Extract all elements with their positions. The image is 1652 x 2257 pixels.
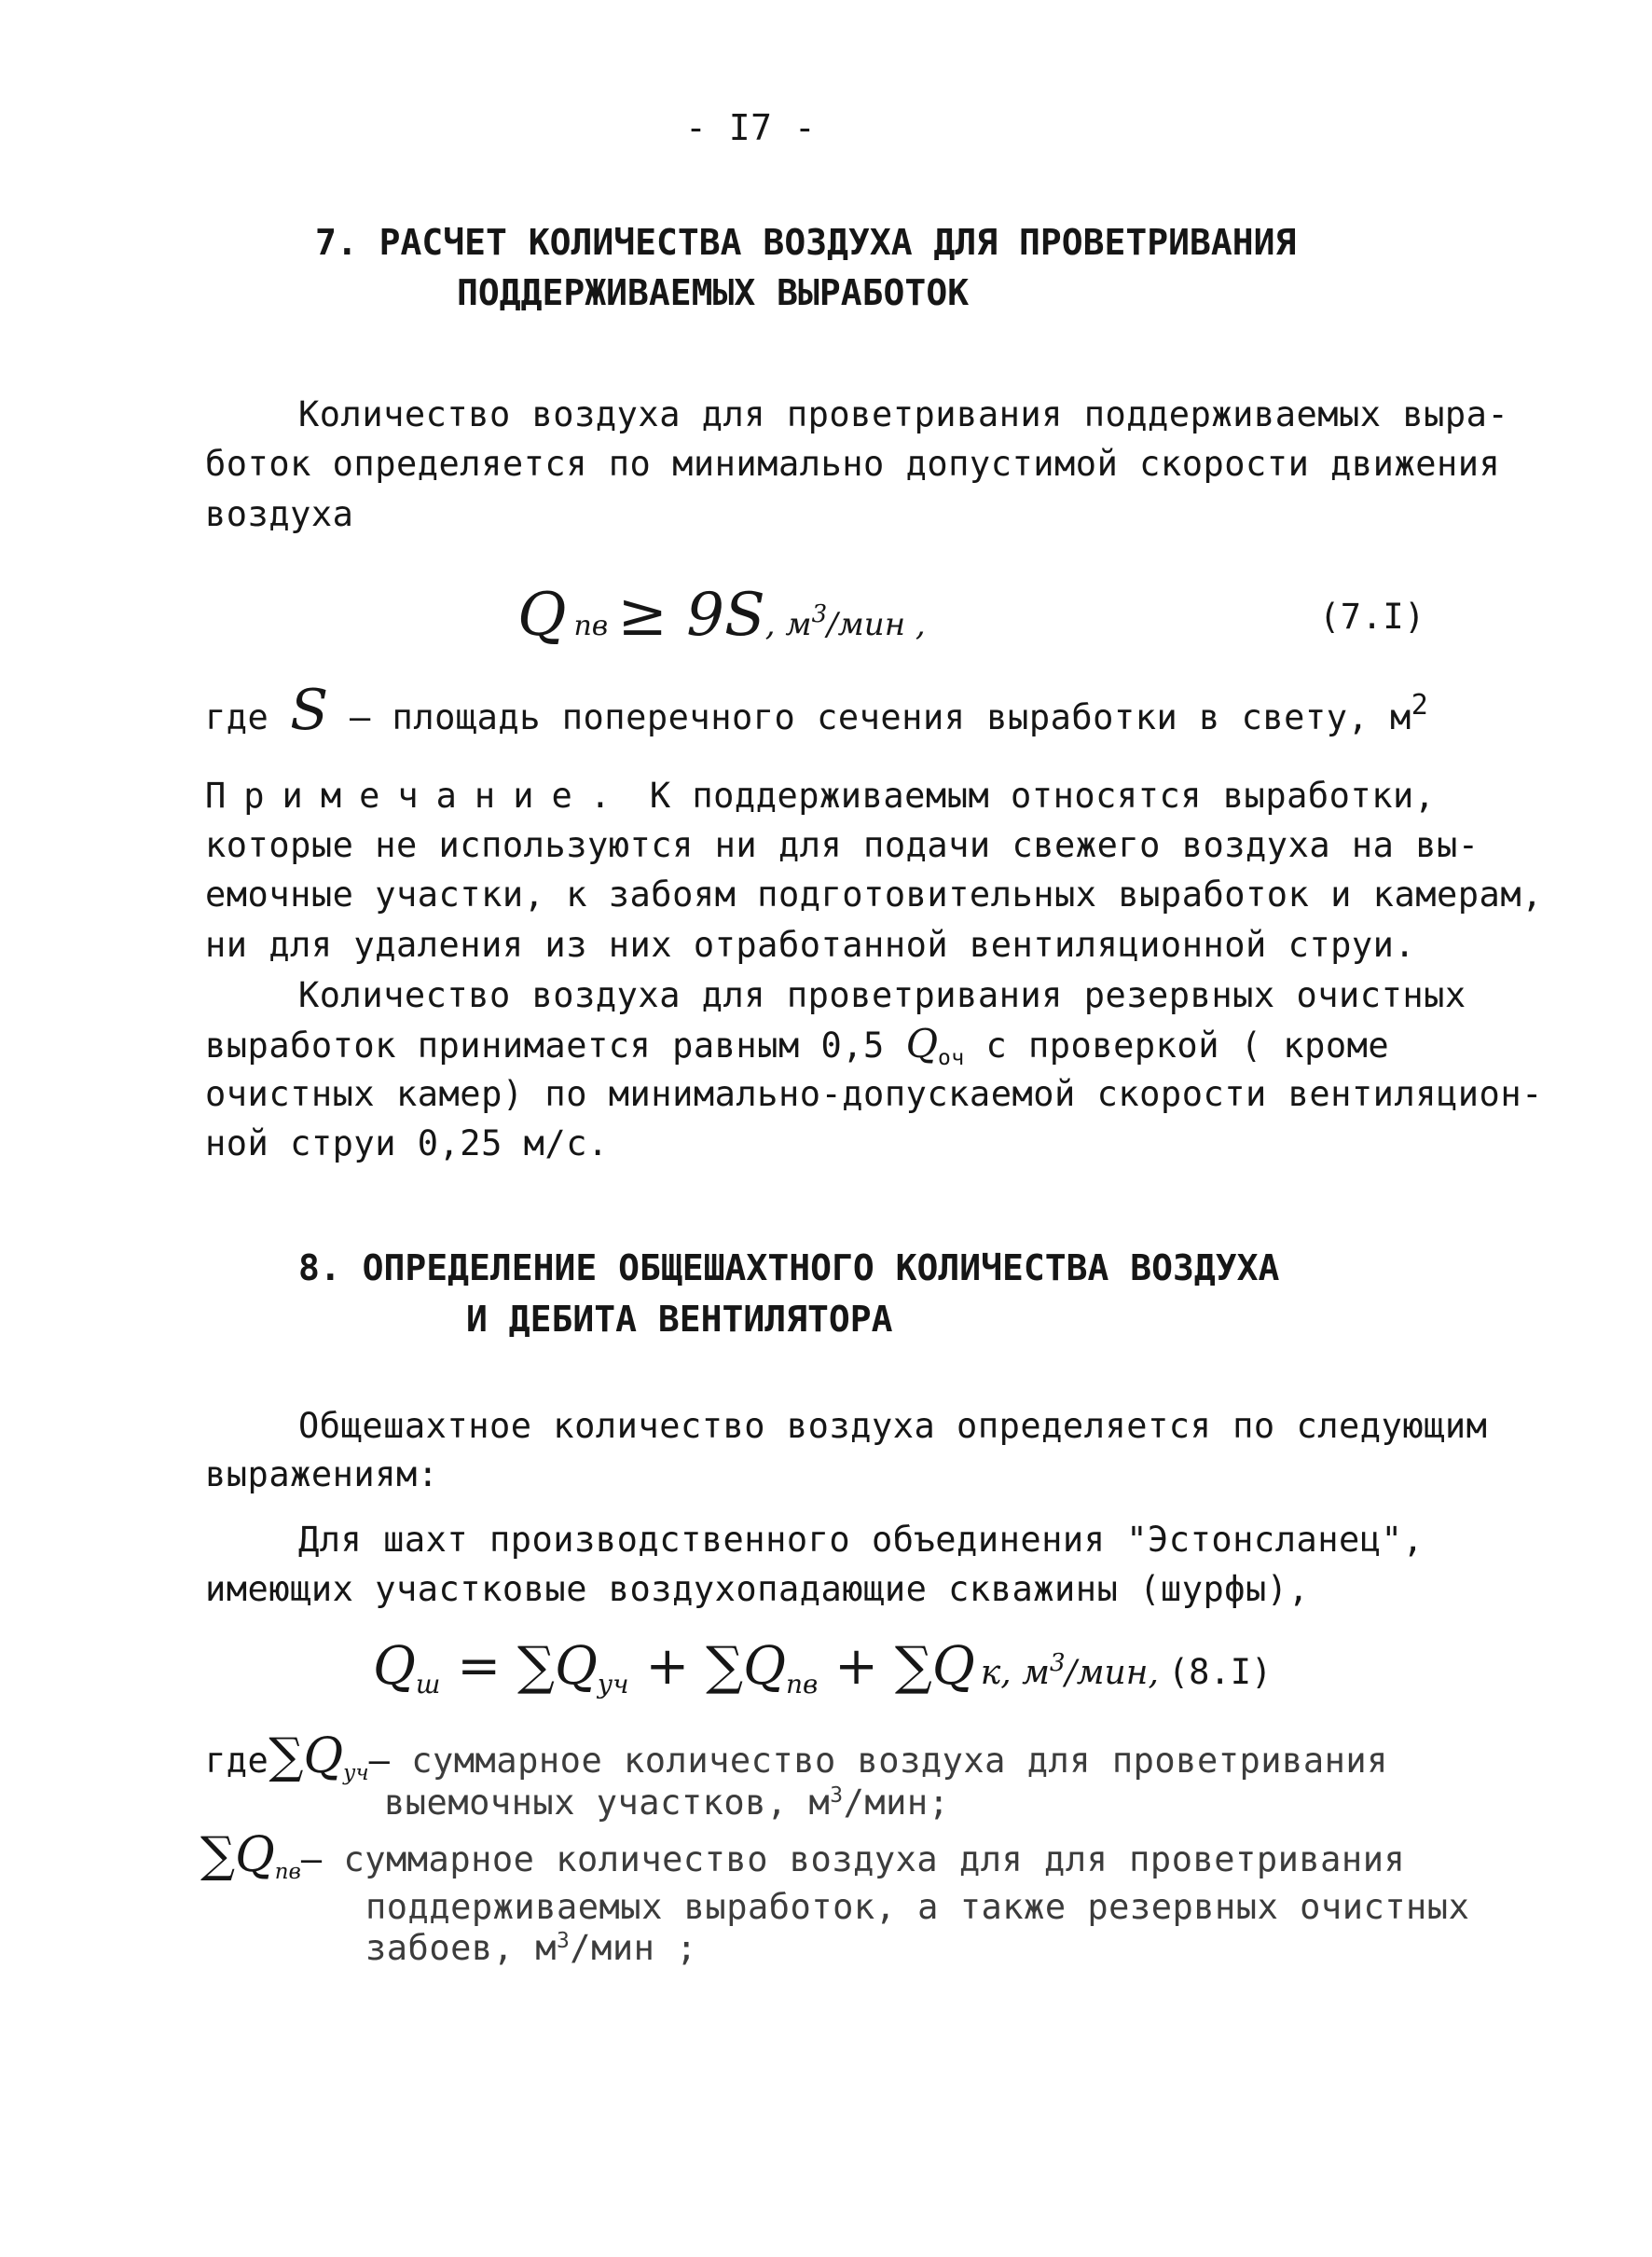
reserve-line-2-start: выработок принимается равным 0,5 [205,1025,906,1066]
formula-7-1-unit-tail: /мин , [827,606,926,643]
def-quch-line-2 [384,1782,950,1828]
def-label: где [205,1741,269,1781]
formula-8-1-number: (8.I) [1167,1652,1273,1692]
def-qpv-symbol: ∑Q [200,1827,275,1883]
reserve-line-2 [205,1021,1390,1071]
formula-8-1-term-3: Q [931,1636,975,1697]
section-7-intro-line-2: боток определяется по минимально допустимой скорости движения [205,444,1501,484]
formula-8-1-plus-2: + [818,1636,895,1697]
formula-8-1-unit-tail: /мин, [1065,1654,1159,1692]
reserve-q-symbol: Q [905,1021,939,1067]
formula-8-1-lhs: Q [373,1636,416,1697]
def-quch-text-2: выемочных участков, м [384,1782,831,1823]
reserve-line-4: ной струи 0,25 м/с. [205,1123,609,1163]
def-qpv-subscript: пв [274,1860,301,1885]
note-line-3: емочные участки, к забоям подготовительных выработок и камерам, [205,874,1543,915]
formula-8-1-unit-sup: 3 [1050,1648,1066,1677]
section-7-intro-line-1: Количество воздуха для проветривания поддерживаемых выра- [298,394,1509,434]
where-s-line [205,678,1429,743]
formula-7-1-number: (7.I) [1319,597,1425,637]
def-quch-symbol: ∑Q [268,1728,344,1784]
where-s-definition: – площадь поперечного сечения выработки в свету, м [350,697,1411,737]
formula-7-1-subscript: пв [573,610,609,642]
formula-8-1 [373,1633,1272,1710]
def-qpv-line-1 [200,1827,1406,1885]
def-qpv-text-3: забоев, м [365,1928,557,1968]
def-qpv-unit-sup: 3 [556,1929,571,1954]
def-quch-text-1: суммарное количество воздуха для проветривания [411,1741,1388,1781]
def-qpv-line-2: поддерживаемых выработок, а также резервных очистных [365,1887,1470,1927]
def-quch-subscript: уч [343,1761,369,1786]
section-7-title-line-1: 7. РАСЧЕТ КОЛИЧЕСТВА ВОЗДУХА ДЛЯ ПРОВЕТРИВАНИЯ [315,222,1297,263]
where-label: где [205,697,269,737]
formula-8-1-term-2: Q [743,1636,786,1697]
sum-icon: ∑ [516,1636,555,1697]
note-label: Примечание. [205,776,629,816]
formula-8-1-term-1: Q [554,1636,598,1697]
where-s-symbol: S [290,678,329,743]
def-quch-text-2-end: /мин; [843,1782,950,1823]
def-quch-unit-sup: 3 [830,1783,844,1809]
note-line-1 [205,776,1436,817]
where-s-unit-sup: 2 [1411,688,1429,722]
formula-7-1-body: ≥ 9S [617,581,765,650]
formula-7-1-unit-sup: 3 [811,599,828,628]
formula-7-1 [517,580,926,663]
reserve-q-subscript: оч [938,1046,965,1071]
sum-icon: ∑ [894,1636,932,1697]
formula-8-1-equals: = [440,1636,517,1697]
def-qpv-dash: – [300,1839,323,1879]
def-qpv-line-3 [365,1928,697,1974]
reserve-line-3: очистных камер) по минимально-допускаемой скорости вентиляцион- [205,1074,1543,1114]
def-quch-line-1 [205,1728,1388,1786]
section-8-title-line-1: 8. ОПРЕДЕЛЕНИЕ ОБЩЕШАХТНОГО КОЛИЧЕСТВА ВОЗДУХА [298,1247,1280,1288]
sum-icon: ∑ [706,1636,744,1697]
reserve-line-2-end: с проверкой ( кроме [964,1025,1390,1066]
formula-8-1-plus-1: + [628,1636,707,1697]
section-7-intro-line-3: воздуха [205,494,354,534]
section-8-title-line-2: И ДЕБИТА ВЕНТИЛЯТОРА [466,1299,893,1340]
section-8-intro-line-2: выражениям: [205,1454,439,1494]
note-line-2: которые не используются ни для подачи свежего воздуха на вы- [205,825,1480,865]
def-qpv-text-3-end: /мин ; [570,1928,697,1968]
def-qpv-text-1: суммарное количество воздуха для для проветривания [343,1839,1406,1879]
page-number: - I7 - [685,107,817,148]
reserve-line-1: Количество воздуха для проветривания резервных очистных [298,975,1466,1015]
formula-8-1-term-2-subscript: пв [786,1668,819,1700]
note-line-4: ни для удаления из них отработанной вентиляционной струи. [205,925,1416,965]
section-8-para-line-1: Для шахт производственного объединения "Эстонсланец", [298,1520,1425,1560]
section-7-title-line-2: ПОДДЕРЖИВАЕМЫХ ВЫРАБОТОК [457,272,970,313]
formula-8-1-lhs-subscript: ш [415,1668,441,1700]
formula-8-1-term-1-subscript: уч [597,1668,629,1700]
formula-7-1-unit: , м [764,606,812,643]
section-8-para-line-2: имеющих участковые воздухопадающие скважины (шурфы), [205,1569,1310,1609]
note-text-1: К поддерживаемым относятся выработки, [649,776,1436,816]
section-8-intro-line-1: Общешахтное количество воздуха определяется по следующим [298,1406,1488,1446]
def-quch-dash: – [368,1741,391,1781]
formula-8-1-unit: , м [1000,1654,1051,1692]
formula-7-1-q: Q [517,581,567,650]
formula-8-1-term-3-subscript: к [980,1654,1001,1692]
